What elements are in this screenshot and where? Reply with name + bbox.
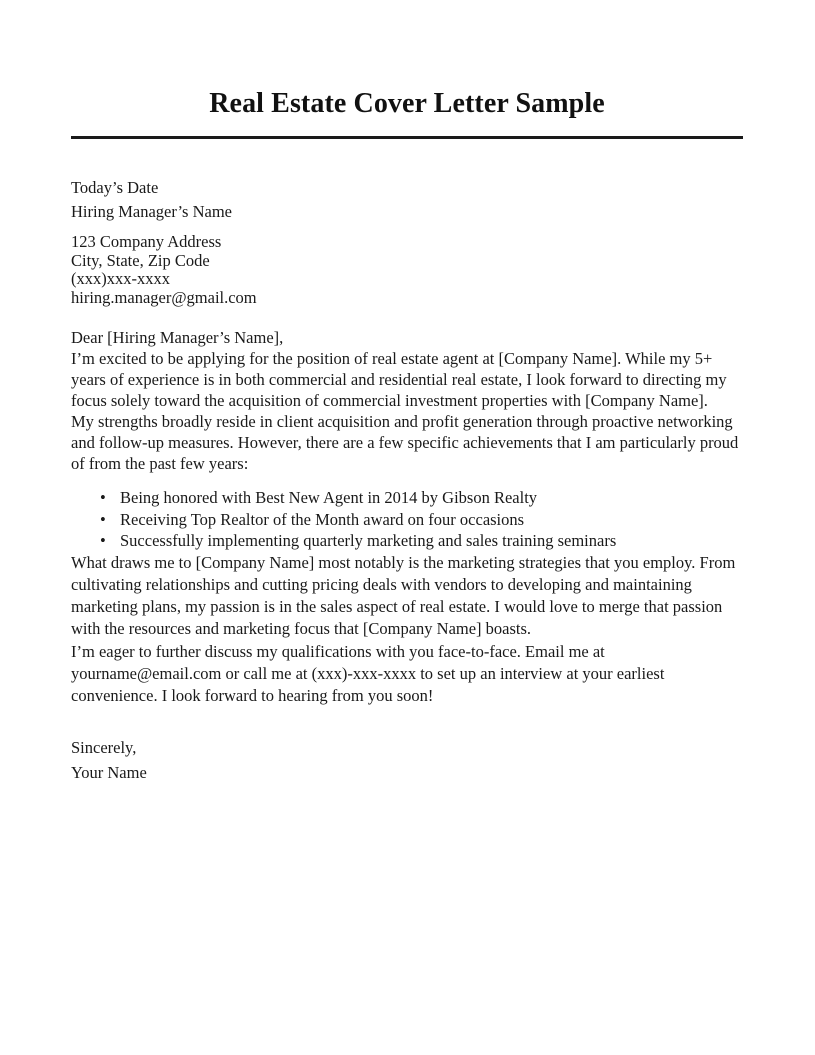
address-city-state-zip: City, State, Zip Code [71,250,210,270]
bullet-icon: • [100,509,106,529]
salutation: Dear [Hiring Manager’s Name], [71,328,284,347]
letter-body [71,176,747,785]
address-street: 123 Company Address [71,232,222,251]
letter-header-dateblock [71,176,747,224]
achievements-list [71,487,747,552]
bullet-icon: • [100,488,106,507]
list-item-label: Receiving Top Realtor of the Month award on four occasions [120,509,525,529]
recipient-phone: (xxx)xxx-xxxx [71,269,170,288]
recipient-email: hiring.manager@gmail.com [71,287,257,307]
date-line: Today’s Date [71,178,159,197]
signature-name: Your Name [71,762,147,782]
closing-salutation: Sincerely, [71,737,137,757]
list-item [71,509,747,531]
list-item [71,487,747,509]
list-item-label: Being honored with Best New Agent in 2014 by Gibson Realty [120,488,538,507]
paragraph-intro: I’m excited to be applying for the position of real estate agent at [Company Name]. While my 5+ years of experience is in both commercial and residential real estate, I look forward to directing my focus solely toward the acquisition of commercial investment properties with [Company Name]. [71,349,727,410]
paragraph-strengths: My strengths broadly reside in client acquisition and profit generation through proactive networking and follow-up measures. However, there are a few specific achievements that I am particularly proud of from the past few years: [71,412,739,473]
recipient-address-block [71,233,747,307]
paragraph-callToAction: I’m eager to further discuss my qualifications with you face-to-face. Email me at yourname@email.com or call me at (xxx)-xxx-xxxx to set up an interview at your earliest convenience. I look forward to hearing from you soon! [71,641,665,706]
signoff-block [71,735,747,785]
page-title: Real Estate Cover Letter Sample [209,88,605,119]
bullet-icon: • [100,531,106,550]
paragraph-motivation: What draws me to [Company Name] most notably is the marketing strategies that you employ. From cultivating relationships and cutting pricing deals with vendors to developing and maintaining marketing plans, my passion is in the sales aspect of real estate. I would love to merge that passion with the resources and marketing focus that [Company Name] boasts. [71,552,736,639]
title-divider [71,136,743,139]
recipient-name: Hiring Manager’s Name [71,202,232,221]
list-item [71,530,747,552]
title-block [71,88,743,139]
list-item-label: Successfully implementing quarterly marketing and sales training seminars [120,531,617,550]
